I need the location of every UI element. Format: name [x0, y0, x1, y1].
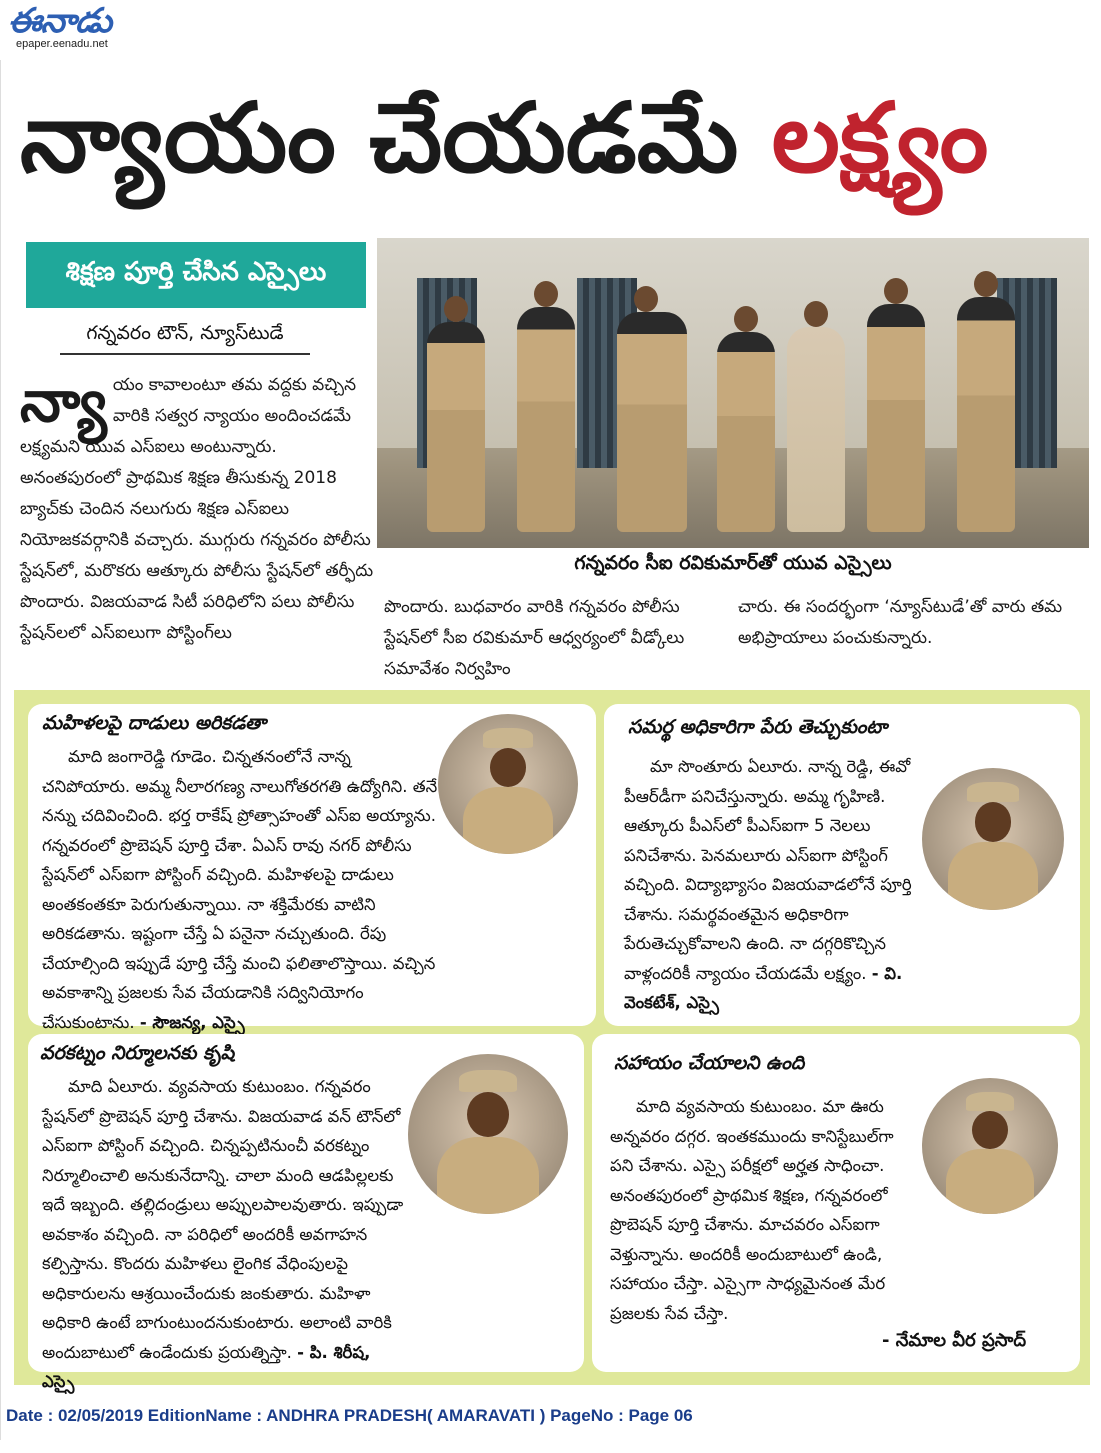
photo-cap — [966, 1092, 1015, 1111]
profile-card-2 — [604, 704, 1080, 1026]
photo-person — [957, 297, 1015, 532]
profile-signature: - నేమాల వీర ప్రసాద్‌ — [882, 1330, 1027, 1351]
kicker-label: శిక్షణ పూర్తి చేసిన ఎస్సైలు — [26, 242, 366, 308]
profile-title: వరకట్నం నిర్మూలనకు కృషి — [40, 1042, 235, 1064]
profile-card-3 — [28, 1034, 584, 1391]
photo-person-head — [444, 296, 468, 322]
photo-face — [467, 1092, 509, 1137]
profile-title: మహిళలపై దాడులు అరికడతా — [42, 712, 267, 734]
photo-person — [787, 327, 845, 532]
photo-person-head — [974, 271, 998, 297]
photo-person — [867, 304, 925, 532]
photo-uniform — [463, 787, 553, 854]
photo-cap — [459, 1070, 517, 1092]
profile-photo — [438, 714, 578, 854]
article-column-2: పొందారు. బుధవారం వారికి గన్నవరం పోలీసు స్టేషన్‌లో సీఐ రవికుమార్‌ ఆధ్వర్యంలో వీడ్కోలు సమావేశం నిర్వహిం — [384, 597, 685, 679]
profile-body-top — [42, 742, 438, 1037]
photo-uniform — [946, 1149, 1033, 1214]
group-photo — [377, 238, 1089, 548]
profile-title: సమర్థ అధికారిగా పేరు తెచ్చుకుంటా — [628, 716, 888, 738]
profile-photo — [922, 1078, 1058, 1214]
site-url[interactable]: epaper.eenadu.net — [16, 38, 108, 50]
profile-title: సహాయం చేయాలని ఉంది — [614, 1052, 805, 1074]
photo-person-head — [534, 281, 558, 307]
headline-part-1: న్యాయం చేయడమే — [20, 81, 772, 194]
profile-text: మాది వ్యవసాయ కుటుంబం. మా ఊరు అన్నవరం దగ్గర. ఇంతకముందు కానిస్టేబుల్‌గా పని చేశాను. ఎస్సై పరీక్షలో అర్హత సాధించా. అనంతపురంలో ప్రాథమిక శిక్షణ, గన్నవరంలో ప్రొబెషన్‌ పూర్తి చేశాను. మాచవరం ఎస్‌ఐగా వెళ్తున్నాను. అందరికీ అందుబాటులో ఉండి, సహాయం చేస్తా. ఎస్సైగా సాధ్యమైనంత మేర ప్రజలకు సేవ చేస్తా. — [610, 1097, 894, 1323]
profile-signature: - వి. వెంకటేశ్‌, ఎస్సై — [624, 963, 903, 1012]
photo-face — [490, 748, 526, 787]
masthead — [8, 2, 148, 54]
article-column-1 — [20, 367, 375, 670]
profile-body — [610, 1092, 920, 1328]
photo-caption: గన్నవరం సీఐ రవికుమార్‌తో యువ ఎస్సైలు — [574, 552, 892, 574]
photo-cap — [483, 728, 533, 748]
article-text-1: యం కావాలంటూ తమ వద్దకు వచ్చిన వారికి సత్వర న్యాయం అందించడమే లక్ష్యమని యువ ఎస్‌ఐలు అంటున్నారు. అనంతపురంలో ప్రాథమిక శిక్షణ తీసుకున్న 2018 బ్యాచ్‌కు చెందిన నలుగురు శిక్షణ ఎస్‌ఐలు నియోజకవర్గానికి వచ్చారు. ముగ్గురు గన్నవరం పోలీసు స్టేషన్‌లో, మరొకరు ఆత్కూరు పోలీసు స్టేషన్‌లో తర్ఫీదు పొందారు. విజయవాడ సిటీ పరిధిలోని పలు పోలీసు స్టేషన్‌లలో ఎస్‌ఐలుగా పోస్టింగ్‌లు — [20, 375, 374, 643]
photo-uniform — [948, 842, 1039, 910]
headline-part-2: లక్ష్యం — [771, 81, 989, 194]
photo-person-head — [884, 278, 908, 304]
photo-face — [975, 802, 1012, 842]
headline — [20, 78, 1090, 218]
photo-person — [617, 312, 687, 532]
profile-card-4 — [592, 1034, 1080, 1372]
profile-body — [42, 1072, 408, 1397]
photo-person — [427, 322, 485, 532]
profile-photo — [922, 768, 1064, 910]
profile-signature: - సౌజన్య, ఎస్సై — [139, 1012, 245, 1032]
photo-uniform — [437, 1137, 539, 1214]
profile-photo — [408, 1054, 568, 1214]
profile-body — [624, 752, 920, 1018]
drop-cap: న్యా — [20, 367, 107, 435]
profile-card-1 — [28, 704, 596, 1032]
profile-text: మాది ఏలూరు. వ్యవసాయ కుటుంబం. గన్నవరం స్టేషన్‌లో ప్రొబెషన్‌ పూర్తి చేశాను. విజయవాడ వన్‌ టౌన్‌లో ఎస్‌ఐగా పోస్టింగ్‌ వచ్చింది. చిన్నప్పటినుంచీ వరకట్నం నిర్మూలించాలి అనుకునేదాన్ని. చాలా మంది ఆడపిల్లలకు ఇదే ఇబ్బంది. తల్లిదండ్రులు అప్పులపాలవుతారు. ఇప్పుడా అవకాశం వచ్చింది. నా పరిధిలో అందరికీ అవగాహన కల్పిస్తాను. కొందరు మహిళలు లైంగిక వేధింపులపై అధికారులను ఆశ్రయించేందుకు జంకుతారు. మహిళా అధికారి ఉంటే బాగుంటుందనుకుంటారు. అలాంటి వారికి అందుబాటులో ఉండేందుకు ప్రయత్నిస్తా. — [42, 1077, 404, 1362]
photo-person-head — [734, 306, 758, 332]
profile-signature: - పి. శిరీష, ఎస్సై — [42, 1342, 371, 1391]
photo-person — [517, 307, 575, 532]
photo-person — [717, 332, 775, 532]
page-left-rule — [0, 60, 1, 1440]
dateline: గన్నవరం టౌన్‌, న్యూస్‌టుడే — [60, 322, 310, 355]
edition-footer: Date : 02/05/2019 EditionName : ANDHRA PRADESH( AMARAVATI ) PageNo : Page 06 — [6, 1406, 693, 1425]
photo-face — [972, 1111, 1007, 1149]
article-column-3: చారు. ఈ సందర్భంగా ‘న్యూస్‌టుడే’తో వారు తమ అభిప్రాయాలు పంచుకున్నారు. — [738, 597, 1063, 648]
profile-text: మా సొంతూరు ఏలూరు. నాన్న రెడ్డి, ఈవో పీఆర్‌డీగా పనిచేస్తున్నారు. అమ్మ గృహిణి. ఆత్కూరు పీఎస్‌లో పీఎస్‌ఐగా 5 నెలలు పనిచేశాను. పెనమలూరు ఎస్‌ఐగా పోస్టింగ్‌ వచ్చింది. విద్యాభ్యాసం విజయవాడలోనే పూర్తి చేశాను. సమర్థవంతమైన అధికారిగా పేరుతెచ్చుకోవాలని ఉంది. నా దగ్గరికొచ్చిన వాళ్లందరికీ న్యాయం చేయడమే లక్ష్యం. — [624, 757, 912, 983]
photo-person-head — [804, 301, 828, 327]
photo-person-head — [634, 286, 658, 312]
photo-cap — [967, 782, 1018, 802]
newspaper-logo[interactable]: ఈనాడు — [8, 1, 112, 41]
profile-text: మాది జంగారెడ్డి గూడెం. చిన్నతనంలోనే నాన్న చనిపోయారు. అమ్మ నీలారగణ్య నాలుగోతరగతి ఉద్యోగిని. తనే నన్ను చదివించింది. భర్త రాకేష్‌ ప్రోత్సాహంతో ఎస్‌ఐ అయ్యాను. గన్నవరంలో ప్రొబెషన్‌ పూర్తి చేశా. ఏఎస్‌ రావు నగర్‌ పోలీసు స్టేషన్‌లో ఎస్‌ఐగా పోస్టింగ్‌ వచ్చింది. మహిళలపై దాడులు అంతకంతకూ పెరుగుతున్నాయి. నా శక్తిమేరకు వాటిని అరికడతాను. ఇష్టంగా చేస్తే ఏ పనైనా నచ్చుతుంది. రేపు చేయాల్సింది ఇప్పుడే పూర్తి చేస్తే మంచి ఫలితాలొస్తాయి. వచ్చిన అవకాశాన్ని ప్రజలకు సేవ చేయడానికి సద్వినియోగం చేసుకుంటాను. — [42, 747, 438, 1032]
